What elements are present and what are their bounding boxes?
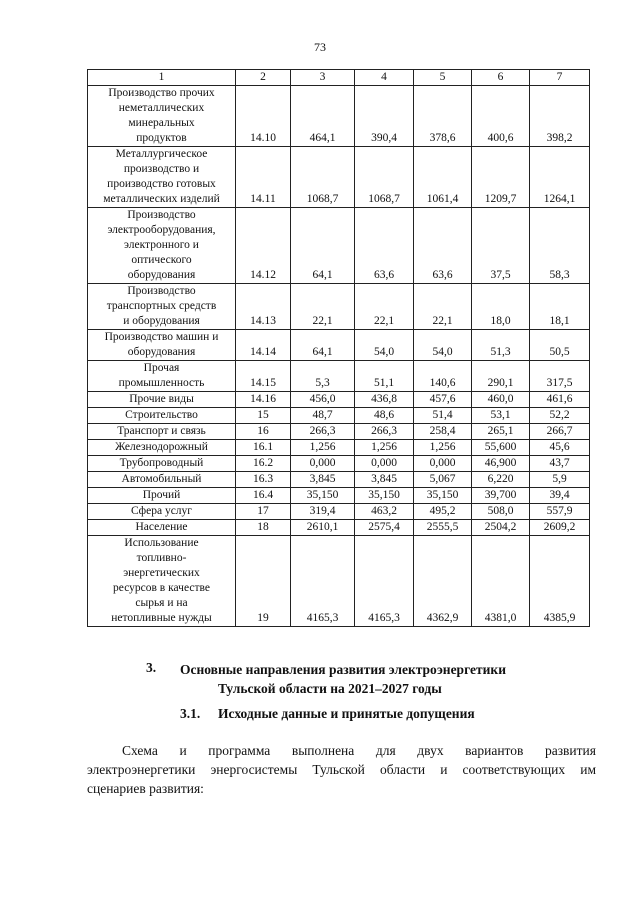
table-cell: 1068,7 bbox=[291, 147, 355, 208]
row-label-line: Прочий bbox=[142, 489, 181, 501]
table-cell: 557,9 bbox=[530, 504, 590, 520]
table-cell: 461,6 bbox=[530, 392, 590, 408]
table-row bbox=[88, 488, 590, 504]
table-row bbox=[88, 456, 590, 472]
table-cell: 54,0 bbox=[355, 330, 414, 361]
page-number: 73 bbox=[314, 40, 326, 54]
table-cell: 290,1 bbox=[472, 361, 530, 392]
row-label-line: продуктов bbox=[136, 132, 187, 144]
row-label bbox=[88, 284, 236, 330]
table-cell: 52,2 bbox=[530, 408, 590, 424]
table-cell: 317,5 bbox=[530, 361, 590, 392]
section-3-title-line1: Основные направления развития электроэнергетики bbox=[180, 662, 506, 677]
table-cell: 457,6 bbox=[414, 392, 472, 408]
table-cell: 51,3 bbox=[472, 330, 530, 361]
table-cell: 398,2 bbox=[530, 86, 590, 147]
table-cell: 3,845 bbox=[355, 472, 414, 488]
table-cell: 0,000 bbox=[291, 456, 355, 472]
row-code: 17 bbox=[236, 504, 291, 520]
table-cell: 2555,5 bbox=[414, 520, 472, 536]
energy-consumption-table bbox=[87, 69, 590, 627]
table-cell: 1061,4 bbox=[414, 147, 472, 208]
table-cell: 266,3 bbox=[291, 424, 355, 440]
table-cell: 63,6 bbox=[414, 208, 472, 284]
table-cell: 266,7 bbox=[530, 424, 590, 440]
table-cell: 4362,9 bbox=[414, 536, 472, 627]
row-label bbox=[88, 488, 236, 504]
table-row bbox=[88, 361, 590, 392]
row-label-line: сырья и на bbox=[135, 597, 188, 609]
table-cell: 5,067 bbox=[414, 472, 472, 488]
row-label-line: Металлургическое bbox=[115, 148, 208, 160]
table-cell: 2575,4 bbox=[355, 520, 414, 536]
row-label-line: Сфера услуг bbox=[130, 505, 192, 517]
row-label bbox=[88, 504, 236, 520]
row-code: 16.4 bbox=[236, 488, 291, 504]
table-cell: 3,845 bbox=[291, 472, 355, 488]
row-code: 14.12 bbox=[236, 208, 291, 284]
table-cell: 266,3 bbox=[355, 424, 414, 440]
table-cell: 55,600 bbox=[472, 440, 530, 456]
row-label bbox=[88, 361, 236, 392]
row-label-line: транспортных средств bbox=[106, 300, 217, 312]
table-row bbox=[88, 472, 590, 488]
row-label-line: Использование bbox=[124, 537, 199, 549]
table-cell: 64,1 bbox=[291, 330, 355, 361]
table-cell: 1068,7 bbox=[355, 147, 414, 208]
table-row bbox=[88, 424, 590, 440]
section-3-title-line2: Тульской области на 2021–2027 годы bbox=[218, 681, 442, 696]
table-cell: 378,6 bbox=[414, 86, 472, 147]
table-cell: 50,5 bbox=[530, 330, 590, 361]
row-label-line: Прочая bbox=[143, 362, 180, 374]
table-row bbox=[88, 330, 590, 361]
row-label-line: Производство bbox=[127, 209, 196, 221]
table-cell: 495,2 bbox=[414, 504, 472, 520]
row-code: 14.15 bbox=[236, 361, 291, 392]
table-cell: 5,9 bbox=[530, 472, 590, 488]
column-header: 1 bbox=[88, 70, 236, 86]
row-label bbox=[88, 330, 236, 361]
table-cell: 508,0 bbox=[472, 504, 530, 520]
section-3-number: 3. bbox=[146, 660, 157, 675]
table-cell: 4381,0 bbox=[472, 536, 530, 627]
row-label bbox=[88, 456, 236, 472]
row-label-line: Прочие виды bbox=[129, 393, 194, 405]
table-cell: 319,4 bbox=[291, 504, 355, 520]
section-3-1-title: Исходные данные и принятые допущения bbox=[218, 706, 475, 721]
table-row bbox=[88, 284, 590, 330]
paragraph-line: сценариев развития: bbox=[87, 781, 204, 796]
table-cell: 35,150 bbox=[291, 488, 355, 504]
row-code: 15 bbox=[236, 408, 291, 424]
table-cell: 51,4 bbox=[414, 408, 472, 424]
table-cell: 400,6 bbox=[472, 86, 530, 147]
body-paragraph bbox=[87, 741, 596, 798]
row-label bbox=[88, 440, 236, 456]
row-code: 14.16 bbox=[236, 392, 291, 408]
row-label-line: Производство машин и bbox=[104, 331, 219, 343]
table-row bbox=[88, 208, 590, 284]
table-cell: 37,5 bbox=[472, 208, 530, 284]
table-cell: 5,3 bbox=[291, 361, 355, 392]
table-cell: 456,0 bbox=[291, 392, 355, 408]
row-label-line: минеральных bbox=[128, 117, 195, 129]
table-cell: 53,1 bbox=[472, 408, 530, 424]
table-cell: 0,000 bbox=[355, 456, 414, 472]
column-header: 3 bbox=[291, 70, 355, 86]
table-cell: 4385,9 bbox=[530, 536, 590, 627]
column-header: 6 bbox=[472, 70, 530, 86]
row-label-line: ресурсов в качестве bbox=[113, 582, 210, 594]
table-cell: 140,6 bbox=[414, 361, 472, 392]
table-cell: 1264,1 bbox=[530, 147, 590, 208]
table-cell: 1209,7 bbox=[472, 147, 530, 208]
column-header: 7 bbox=[530, 70, 590, 86]
row-code: 18 bbox=[236, 520, 291, 536]
table-cell: 464,1 bbox=[291, 86, 355, 147]
table-row bbox=[88, 408, 590, 424]
row-label-line: оборудования bbox=[127, 346, 196, 358]
table-row bbox=[88, 536, 590, 627]
table-cell: 54,0 bbox=[414, 330, 472, 361]
row-code: 16 bbox=[236, 424, 291, 440]
table-cell: 18,0 bbox=[472, 284, 530, 330]
table-cell: 258,4 bbox=[414, 424, 472, 440]
row-code: 19 bbox=[236, 536, 291, 627]
table-cell: 39,4 bbox=[530, 488, 590, 504]
table-cell: 51,1 bbox=[355, 361, 414, 392]
table-row bbox=[88, 147, 590, 208]
table-cell: 22,1 bbox=[291, 284, 355, 330]
table-cell: 6,220 bbox=[472, 472, 530, 488]
table-cell: 22,1 bbox=[355, 284, 414, 330]
table-row bbox=[88, 392, 590, 408]
row-code: 16.3 bbox=[236, 472, 291, 488]
table-cell: 460,0 bbox=[472, 392, 530, 408]
row-code: 16.2 bbox=[236, 456, 291, 472]
table-cell: 64,1 bbox=[291, 208, 355, 284]
section-3-1-number: 3.1. bbox=[180, 706, 201, 721]
column-header: 2 bbox=[236, 70, 291, 86]
row-label-line: оптического bbox=[131, 254, 192, 266]
table-cell: 1,256 bbox=[414, 440, 472, 456]
row-label-line: нетопливные нужды bbox=[111, 612, 212, 624]
row-label bbox=[88, 86, 236, 147]
row-code: 14.14 bbox=[236, 330, 291, 361]
row-label-line: Строительство bbox=[125, 409, 198, 421]
table-cell: 265,1 bbox=[472, 424, 530, 440]
table-row bbox=[88, 440, 590, 456]
table-cell: 436,8 bbox=[355, 392, 414, 408]
row-label-line: Производство прочих bbox=[108, 87, 215, 99]
table-cell: 22,1 bbox=[414, 284, 472, 330]
table-cell: 0,000 bbox=[414, 456, 472, 472]
row-label bbox=[88, 147, 236, 208]
table-cell: 63,6 bbox=[355, 208, 414, 284]
table-cell: 46,900 bbox=[472, 456, 530, 472]
row-label bbox=[88, 536, 236, 627]
row-label bbox=[88, 208, 236, 284]
row-label-line: металлических изделий bbox=[103, 193, 220, 205]
table-cell: 58,3 bbox=[530, 208, 590, 284]
table-cell: 2610,1 bbox=[291, 520, 355, 536]
table-cell: 1,256 bbox=[291, 440, 355, 456]
table-cell: 35,150 bbox=[355, 488, 414, 504]
table-cell: 39,700 bbox=[472, 488, 530, 504]
row-label-line: Железнодорожный bbox=[115, 441, 208, 453]
table-row bbox=[88, 504, 590, 520]
table-cell: 18,1 bbox=[530, 284, 590, 330]
row-code: 16.1 bbox=[236, 440, 291, 456]
paragraph-line: Схема и программа выполнена для двух вариантов развития bbox=[122, 743, 596, 758]
table-cell: 48,7 bbox=[291, 408, 355, 424]
table-cell: 4165,3 bbox=[355, 536, 414, 627]
row-label-line: производство и bbox=[123, 163, 200, 175]
row-label-line: оборудования bbox=[127, 269, 196, 281]
row-label-line: и оборудования bbox=[123, 315, 200, 327]
row-label-line: производство готовых bbox=[107, 178, 216, 190]
column-header: 4 bbox=[355, 70, 414, 86]
row-label bbox=[88, 408, 236, 424]
table-cell: 48,6 bbox=[355, 408, 414, 424]
row-label-line: неметаллических bbox=[118, 102, 205, 114]
row-code: 14.10 bbox=[236, 86, 291, 147]
row-label bbox=[88, 424, 236, 440]
row-label-line: электрооборудования, bbox=[107, 224, 216, 236]
row-label-line: Население bbox=[135, 521, 188, 533]
column-header: 5 bbox=[414, 70, 472, 86]
row-label-line: топливно- bbox=[136, 552, 187, 564]
row-label-line: Трубопроводный bbox=[119, 457, 204, 469]
row-label-line: энергетических bbox=[123, 567, 200, 579]
table-row bbox=[88, 520, 590, 536]
row-label-line: Транспорт и связь bbox=[117, 425, 206, 437]
table-cell: 2609,2 bbox=[530, 520, 590, 536]
row-label-line: промышленность bbox=[118, 377, 205, 389]
table-cell: 45,6 bbox=[530, 440, 590, 456]
paragraph-line: электроэнергетики энергосистемы Тульской области и соответствующих им bbox=[87, 762, 596, 777]
row-label bbox=[88, 520, 236, 536]
row-code: 14.13 bbox=[236, 284, 291, 330]
table-cell: 43,7 bbox=[530, 456, 590, 472]
row-label-line: электронного и bbox=[124, 239, 199, 251]
table-header-row bbox=[88, 70, 590, 86]
row-label-line: Автомобильный bbox=[121, 473, 202, 485]
table-cell: 35,150 bbox=[414, 488, 472, 504]
table-cell: 390,4 bbox=[355, 86, 414, 147]
row-label bbox=[88, 472, 236, 488]
table-cell: 463,2 bbox=[355, 504, 414, 520]
section-3-title bbox=[180, 660, 610, 698]
row-label bbox=[88, 392, 236, 408]
row-label-line: Производство bbox=[127, 285, 196, 297]
table-cell: 2504,2 bbox=[472, 520, 530, 536]
row-code: 14.11 bbox=[236, 147, 291, 208]
table-row bbox=[88, 86, 590, 147]
table-cell: 4165,3 bbox=[291, 536, 355, 627]
table-cell: 1,256 bbox=[355, 440, 414, 456]
